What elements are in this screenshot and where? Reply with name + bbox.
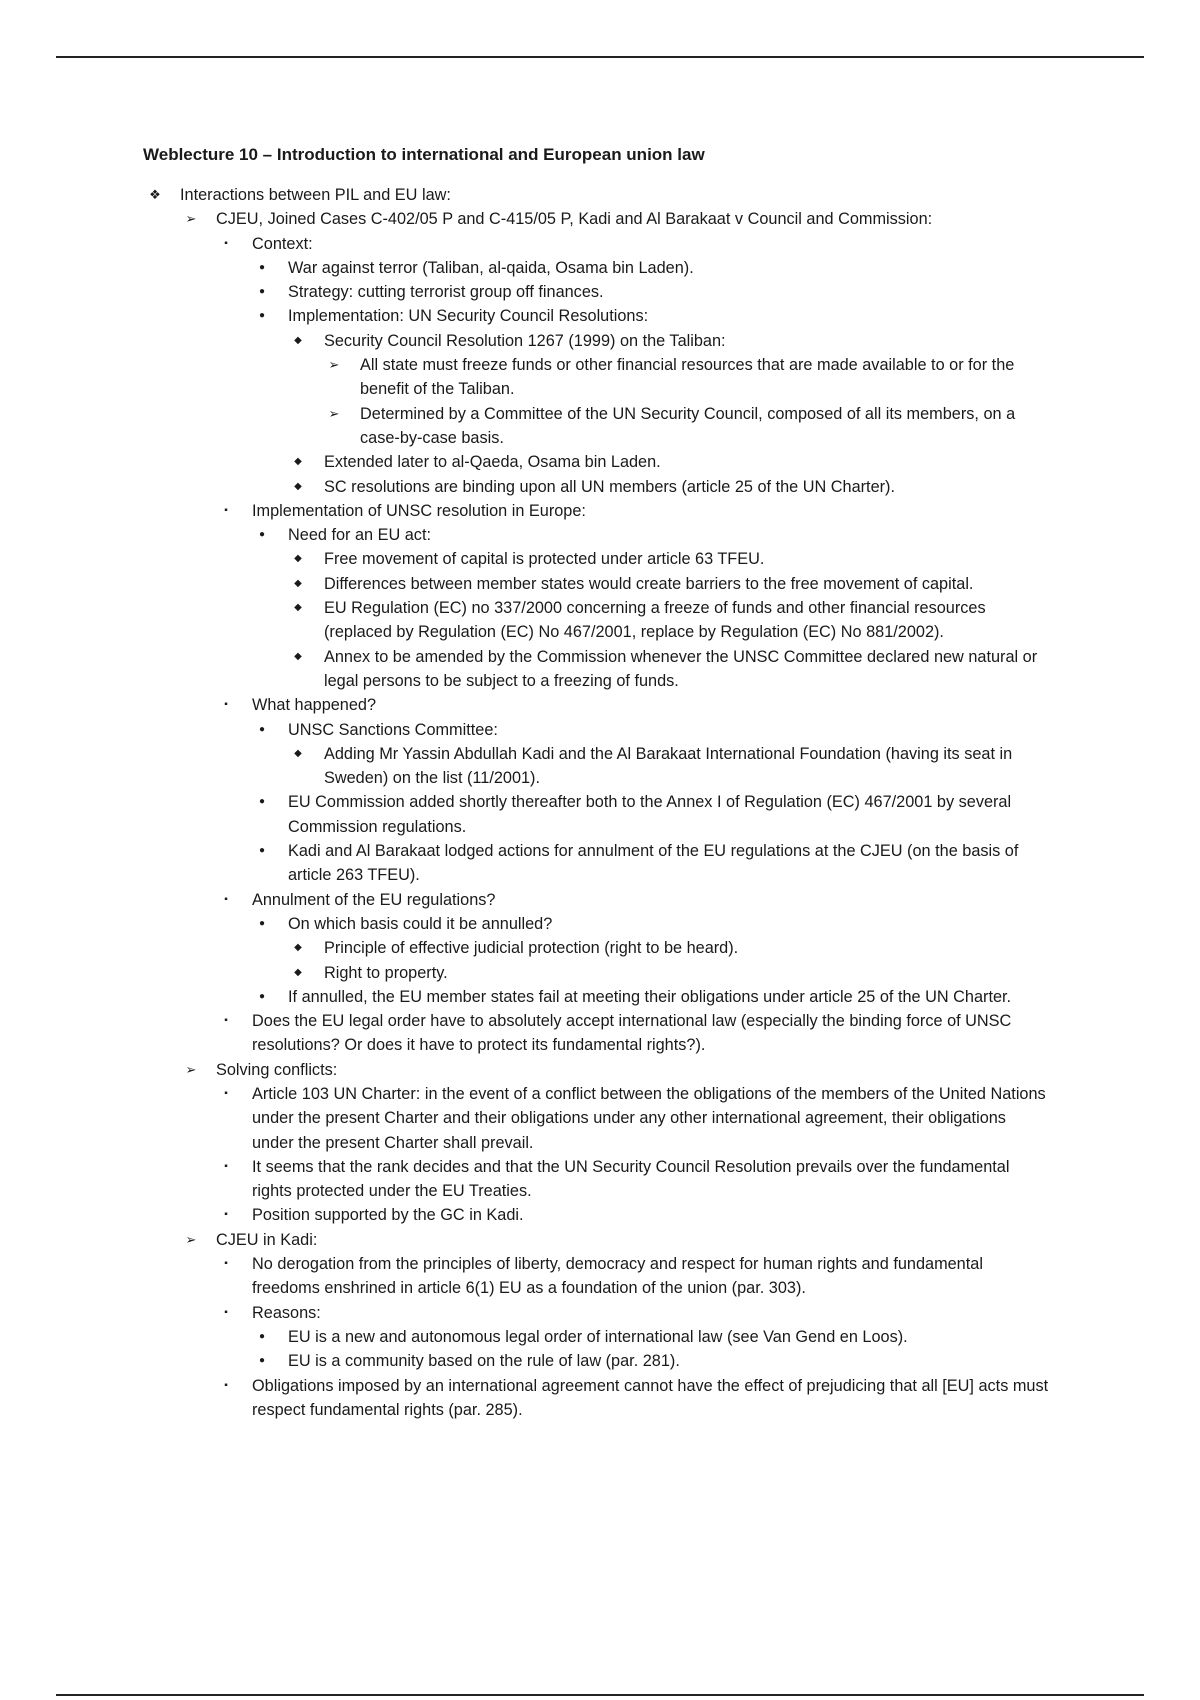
outline-item-level-2 xyxy=(0,1228,1060,1252)
bullet-icon: ➢ xyxy=(185,1061,197,1077)
outline-item-text: EU is a new and autonomous legal order of international law (see Van Gend en Loos). xyxy=(288,1327,908,1346)
outline-item-text: It seems that the rank decides and that the UN Security Council Resolution prevails over the fundamental rights protected under the EU Treaties. xyxy=(252,1157,1010,1201)
document-body xyxy=(0,183,1200,1422)
outline-item-text: SC resolutions are binding upon all UN members (article 25 of the UN Charter). xyxy=(324,477,895,496)
bullet-icon: ◆ xyxy=(294,650,302,662)
outline-item-level-3 xyxy=(0,499,1060,523)
outline-item-level-5 xyxy=(0,572,1060,596)
bullet-icon: ◆ xyxy=(294,480,302,492)
outline-item-level-1 xyxy=(0,183,1060,207)
outline-item-level-5 xyxy=(0,596,1060,645)
bullet-icon: ◆ xyxy=(294,334,302,346)
bullet-icon: ◆ xyxy=(294,602,302,614)
outline-item-text: CJEU in Kadi: xyxy=(216,1230,318,1249)
bullet-icon: ● xyxy=(258,310,266,322)
outline-item-level-4 xyxy=(0,912,1060,936)
outline-item-text: Implementation: UN Security Council Resolutions: xyxy=(288,307,649,326)
outline-item-level-3 xyxy=(0,693,1060,717)
outline-item-level-4 xyxy=(0,1349,1060,1373)
bullet-icon: ◆ xyxy=(294,942,302,954)
outline-item-level-4 xyxy=(0,304,1060,328)
outline-item-text: If annulled, the EU member states fail at meeting their obligations under article 25 of the UN Charter. xyxy=(288,987,1012,1006)
outline-item-text: CJEU, Joined Cases C-402/05 P and C-415/05 P, Kadi and Al Barakaat v Council and Commission: xyxy=(216,210,933,229)
bullet-icon: ◆ xyxy=(294,553,302,565)
outline-item-level-4 xyxy=(0,256,1060,280)
outline-item-text: War against terror (Taliban, al-qaida, Osama bin Laden). xyxy=(288,258,694,277)
outline-item-text: Determined by a Committee of the UN Security Council, composed of all its members, on a case-by-case basis. xyxy=(360,404,1016,447)
bullet-icon: ▪ xyxy=(224,504,228,516)
bullet-icon: ▪ xyxy=(224,1160,228,1172)
outline-item-level-3 xyxy=(0,888,1060,912)
bullet-icon: ➢ xyxy=(185,211,197,227)
outline-item-level-3 xyxy=(0,1252,1060,1301)
outline-item-text: EU Regulation (EC) no 337/2000 concerning a freeze of funds and other financial resources (replaced by Regulation (EC) No 467/2001, replace by Regulation (EC) No 881/2002). xyxy=(324,599,986,642)
outline-item-text: Strategy: cutting terrorist group off finances. xyxy=(288,283,604,302)
outline-item-level-3 xyxy=(0,1082,1060,1155)
outline-item-text: Interactions between PIL and EU law: xyxy=(180,186,451,204)
bullet-icon: ▪ xyxy=(224,1258,228,1270)
outline-item-level-5 xyxy=(0,742,1060,791)
outline-item-level-5 xyxy=(0,547,1060,571)
outline-item-text: Principle of effective judicial protection (right to be heard). xyxy=(324,939,739,958)
outline-item-text: Need for an EU act: xyxy=(288,526,431,545)
outline-item-level-6 xyxy=(0,353,1060,402)
outline-item-level-5 xyxy=(0,475,1060,499)
header-rule xyxy=(56,56,1144,58)
bullet-icon: ➢ xyxy=(185,1231,197,1247)
outline-item-text: All state must freeze funds or other financial resources that are made available to or for the benefit of the Taliban. xyxy=(360,356,1015,399)
outline-item-text: Reasons: xyxy=(252,1303,321,1322)
outline-item-text: Right to property. xyxy=(324,963,448,982)
outline-item-text: UNSC Sanctions Committee: xyxy=(288,720,498,739)
outline-item-text: Extended later to al-Qaeda, Osama bin Laden. xyxy=(324,453,661,472)
bullet-icon: ❖ xyxy=(149,187,161,202)
outline-item-text: Solving conflicts: xyxy=(216,1060,338,1079)
document-title: Weblecture 10 – Introduction to international and European union law xyxy=(143,145,705,164)
outline-item-level-3 xyxy=(0,232,1060,256)
outline-item-level-4 xyxy=(0,790,1060,839)
bullet-icon: ▪ xyxy=(224,237,228,249)
outline-item-level-3 xyxy=(0,1301,1060,1325)
bullet-icon: ● xyxy=(258,261,266,273)
outline-item-level-2 xyxy=(0,207,1060,231)
outline-item-text: Annulment of the EU regulations? xyxy=(252,890,496,909)
outline-item-level-4 xyxy=(0,280,1060,304)
bullet-icon: ◆ xyxy=(294,456,302,468)
outline-item-text: Article 103 UN Charter: in the event of a conflict between the obligations of the members of the United Nations under the present Charter and their obligations under any other international agreement, their obligations under the present Charter shall prevail. xyxy=(252,1084,1046,1152)
outline-item-text: No derogation from the principles of liberty, democracy and respect for human rights and fundamental freedoms enshrined in article 6(1) EU as a foundation of the union (par. 303). xyxy=(252,1255,983,1298)
bullet-icon: ▪ xyxy=(224,1209,228,1221)
bullet-icon: ● xyxy=(258,1355,266,1367)
outline-item-text: Security Council Resolution 1267 (1999) on the Taliban: xyxy=(324,331,726,350)
outline-item-text: On which basis could it be annulled? xyxy=(288,914,553,933)
footer-rule xyxy=(56,1694,1144,1696)
outline-item-level-4 xyxy=(0,985,1060,1009)
outline-item-text: EU is a community based on the rule of law (par. 281). xyxy=(288,1352,680,1371)
bullet-icon: ◆ xyxy=(294,966,302,978)
outline-item-level-2 xyxy=(0,1058,1060,1082)
outline-item-text: Adding Mr Yassin Abdullah Kadi and the Al Barakaat International Foundation (having its seat in Sweden) on the list (11/2001). xyxy=(324,744,1013,788)
outline-item-level-4 xyxy=(0,718,1060,742)
outline-item-level-3 xyxy=(0,1374,1060,1423)
outline-item-text: EU Commission added shortly thereafter both to the Annex I of Regulation (EC) 467/2001 by several Commission regulations. xyxy=(288,793,1012,836)
outline-item-level-5 xyxy=(0,961,1060,985)
bullet-icon: ● xyxy=(258,1330,266,1342)
outline-item-level-5 xyxy=(0,450,1060,474)
outline-item-text: Implementation of UNSC resolution in Europe: xyxy=(252,501,586,520)
bullet-icon: ● xyxy=(258,917,266,929)
bullet-icon: ◆ xyxy=(294,747,302,759)
outline-item-text: Differences between member states would create barriers to the free movement of capital. xyxy=(324,574,974,593)
outline-item-level-3 xyxy=(0,1155,1060,1204)
outline-item-text: What happened? xyxy=(252,696,377,715)
outline-item-text: Obligations imposed by an international agreement cannot have the effect of prejudicing that all [EU] acts must respect fundamental rights (par. 285). xyxy=(252,1376,1049,1419)
bullet-icon: ● xyxy=(258,723,266,735)
bullet-icon: ▪ xyxy=(224,1087,228,1099)
outline-item-text: Position supported by the GC in Kadi. xyxy=(252,1206,524,1225)
bullet-icon: ➢ xyxy=(328,357,340,373)
outline-item-level-3 xyxy=(0,1203,1060,1227)
bullet-icon: ▪ xyxy=(224,1306,228,1318)
bullet-icon: ➢ xyxy=(328,405,340,421)
outline-item-level-5 xyxy=(0,329,1060,353)
bullet-icon: ● xyxy=(258,845,266,857)
bullet-icon: ● xyxy=(258,796,266,808)
outline-item-level-5 xyxy=(0,936,1060,960)
outline-item-text: Free movement of capital is protected under article 63 TFEU. xyxy=(324,550,765,569)
outline-item-text: Context: xyxy=(252,234,313,253)
outline-item-text: Does the EU legal order have to absolutely accept international law (especially the binding force of UNSC resolutions? Or does it have to protect its fundamental rights?). xyxy=(252,1012,1012,1055)
outline-item-level-3 xyxy=(0,1009,1060,1058)
bullet-icon: ▪ xyxy=(224,699,228,711)
bullet-icon: ▪ xyxy=(224,1015,228,1027)
bullet-icon: ▪ xyxy=(224,1379,228,1391)
outline-item-level-4 xyxy=(0,1325,1060,1349)
bullet-icon: ● xyxy=(258,990,266,1002)
outline-item-text: Kadi and Al Barakaat lodged actions for annulment of the EU regulations at the CJEU (on the basis of article 263 TFEU). xyxy=(288,842,1019,885)
outline-item-level-5 xyxy=(0,645,1060,694)
bullet-icon: ● xyxy=(258,529,266,541)
bullet-icon: ◆ xyxy=(294,577,302,589)
bullet-icon: ▪ xyxy=(224,893,228,905)
bullet-icon: ● xyxy=(258,286,266,298)
outline-item-text: Annex to be amended by the Commission whenever the UNSC Committee declared new natural or legal persons to be subject to a freezing of funds. xyxy=(324,647,1038,690)
outline-item-level-6 xyxy=(0,402,1060,451)
outline-item-level-4 xyxy=(0,523,1060,547)
outline-item-level-4 xyxy=(0,839,1060,888)
